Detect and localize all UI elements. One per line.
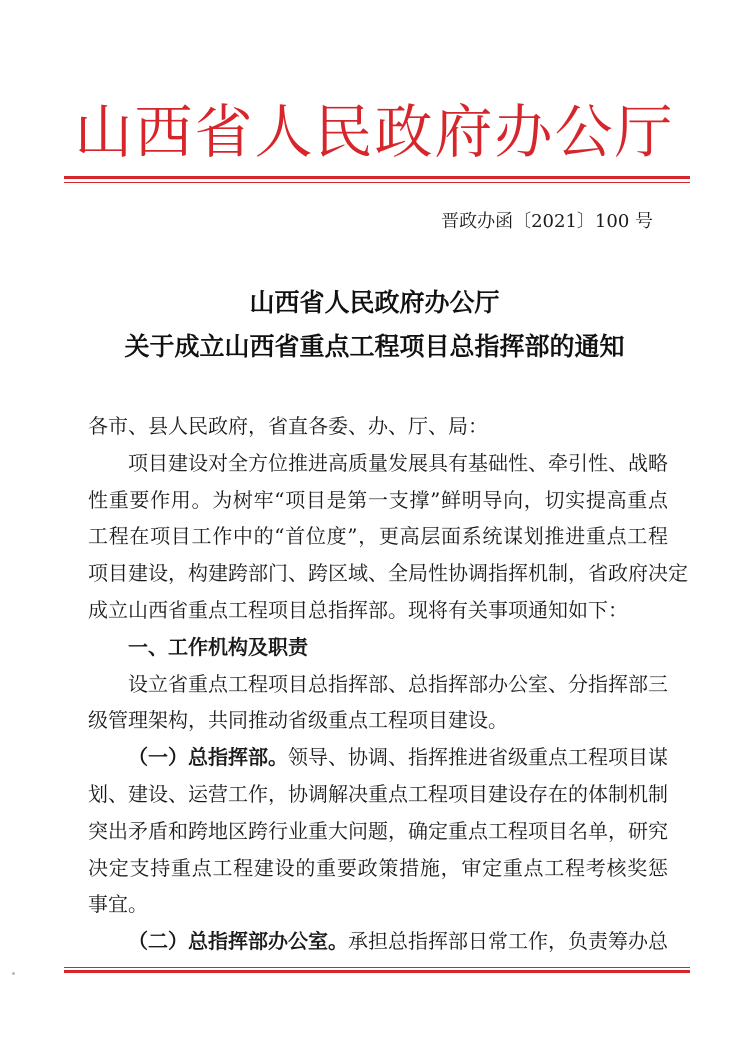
scan-artifact: [12, 972, 15, 975]
document-body: [88, 408, 688, 960]
para1-line: 工程在项目工作中的“首位度”，更高层面系统谋划推进重点工程: [88, 524, 668, 549]
section-heading: 一、工作机构及职责: [128, 634, 308, 659]
para1-line: 项目建设，构建跨部门、跨区域、全局性协调指挥机制，省政府决定: [88, 561, 688, 586]
item1-line: 划、建设、运营工作，协调解决重点工程项目建设存在的体制机制: [88, 781, 668, 806]
document-title-line-2: 关于成立山西省重点工程项目总指挥部的通知: [124, 332, 625, 361]
footer-rule-thick: [64, 970, 690, 973]
item1-line: 决定支持重点工程建设的重要政策措施，审定重点工程考核奖惩: [88, 855, 668, 880]
document-number: 晋政办函〔2021〕100 号: [441, 211, 653, 232]
document-title-line-1: 山西省人民政府办公厅: [249, 288, 500, 317]
masthead-rule-thick: [64, 176, 690, 179]
item2-first-line: [88, 923, 668, 960]
issuer-masthead: 山西省人民政府办公厅: [74, 98, 675, 166]
item1-line: 事宜。: [88, 892, 148, 917]
item2-text: 承担总指挥部日常工作，负责筹办总: [348, 929, 668, 954]
item1-line: 突出矛盾和跨地区跨行业重大问题，确定重点工程项目名单，研究: [88, 818, 668, 843]
para2-line: 设立省重点工程项目总指挥部、总指挥部办公室、分指挥部三: [128, 671, 668, 696]
para1-line: 项目建设对全方位推进高质量发展具有基础性、牵引性、战略: [128, 450, 668, 475]
item1-first-line: [88, 739, 668, 776]
para1-line: 成立山西省重点工程项目总指挥部。现将有关事项通知如下：: [88, 597, 628, 622]
para2-line: 级管理架构，共同推动省级重点工程项目建设。: [88, 708, 508, 733]
masthead-rule-thin: [64, 182, 690, 183]
item1-lead: （一）总指挥部。: [128, 745, 288, 770]
item1-text: 领导、协调、指挥推进省级重点工程项目谋: [288, 745, 668, 770]
footer-rule-thin: [64, 967, 690, 968]
para1-line: 性重要作用。为树牢“项目是第一支撑”鲜明导向，切实提高重点: [88, 487, 668, 512]
item2-lead: （二）总指挥部办公室。: [128, 929, 348, 954]
salutation: 各市、县人民政府，省直各委、办、厅、局：: [88, 414, 488, 438]
